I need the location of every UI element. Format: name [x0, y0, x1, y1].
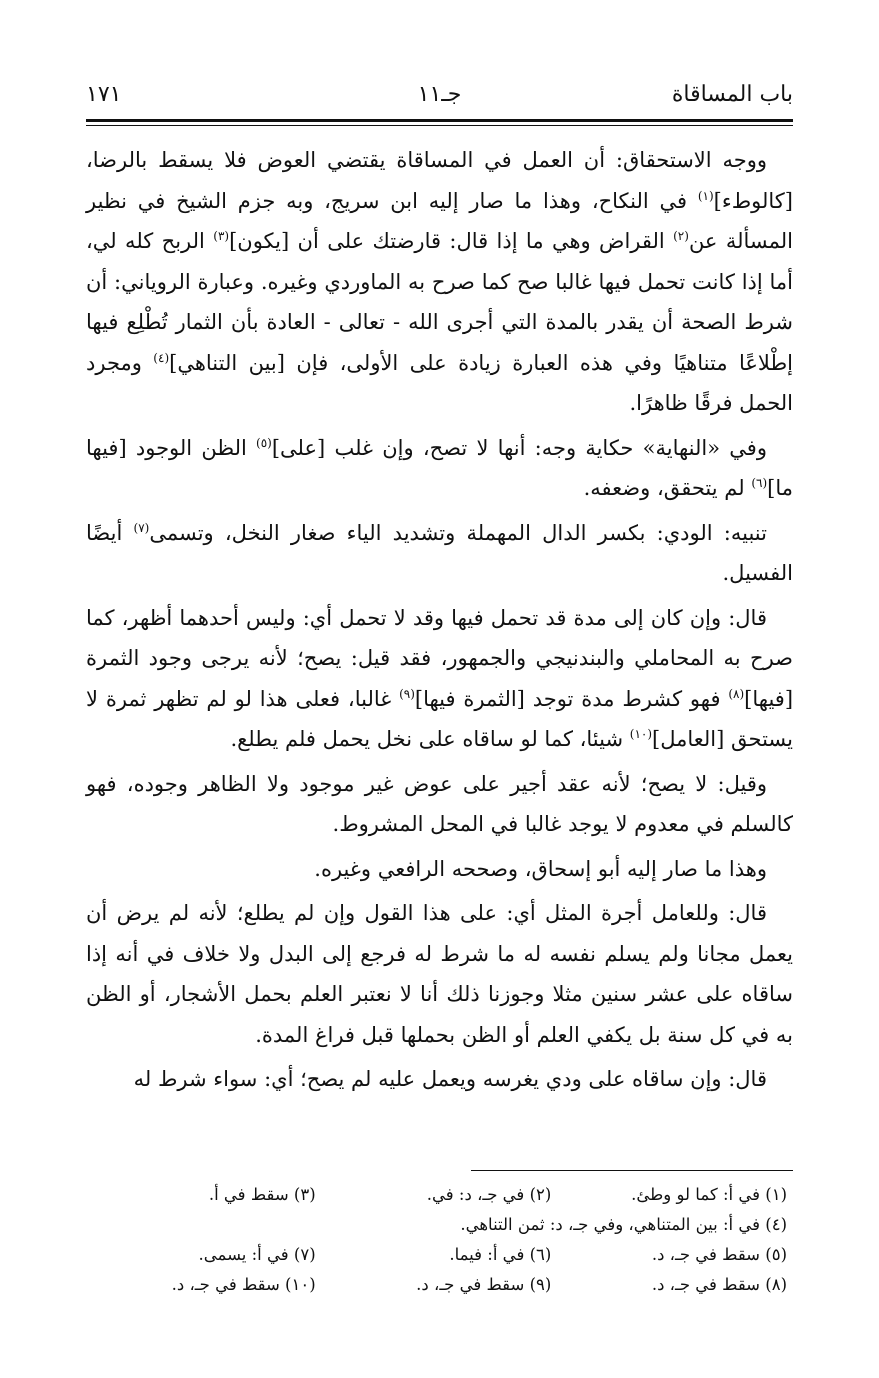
volume-label: جـ١١ [417, 82, 462, 107]
footnote-ref: (٩) [399, 686, 415, 701]
footnote-ref: (١) [697, 188, 714, 203]
footnote: (٢) في جـ، د: في. [426, 1185, 552, 1204]
text-segment: وفي «النهاية» حكاية وجه: أنها لا تصح، وإن غلب [على] [271, 435, 767, 460]
footnote-ref: (٨) [728, 686, 745, 701]
footnote: (٣) سقط في أ. [208, 1185, 316, 1204]
paragraph [86, 598, 793, 760]
text-segment: شيئا، كما لو ساقاه على نخل يحمل فلم يطلع. [230, 727, 630, 751]
text-segment: قال: وإن ساقاه على ودي يغرسه ويعمل عليه لم يصح؛ أي: سواء شرط له [133, 1067, 767, 1091]
footnote-ref: (٥) [256, 435, 272, 450]
text-segment: القراض وهي ما إذا قال: قارضتك على أن [يكون] [229, 229, 674, 253]
page-header [86, 82, 793, 118]
footnote: (٥) سقط في جـ، د. [651, 1245, 787, 1264]
header-rule-thin [86, 125, 793, 126]
paragraph [86, 764, 793, 845]
paragraph [86, 893, 793, 1055]
text-segment: الربح كله لي، أما إذا كانت تحمل فيها غالبا صح كما صرح به الماوردي وغيره. وعبارة الروياني: أن شرط الصحة أن يقدر بالمدة التي أجرى الله - تعالى - العادة بأن الثمار تُطْلِع فيها إطْلاعًا متناهيًا وفي هذه العبارة زيادة على الأولى، فإن [بين التناهي] [86, 229, 793, 375]
text-segment: لم يتحقق، وضعفه. [583, 476, 752, 500]
text-segment: ومجرد الحمل فرقًا ظاهرًا. [86, 350, 793, 415]
paragraph [86, 140, 793, 424]
text-segment: قال: وإن كان إلى مدة قد تحمل فيها وقد لا تحمل أي: وليس أحدهما أظهر، كما صرح به المحاملي والبندنيجي والجمهور، فقد قيل: يصح؛ لأنه يرجى وجود الثمرة [فيها] [86, 605, 794, 711]
chapter-title: باب المساقاة [671, 82, 793, 107]
footnote-row [86, 1270, 793, 1300]
footnote: (٦) في أ: فيما. [449, 1245, 552, 1264]
text-segment: وهذا ما صار إليه أبو إسحاق، وصححه الرافعي وغيره. [314, 856, 767, 881]
paragraph [86, 428, 793, 509]
footnote: (٧) في أ: يسمى. [198, 1245, 316, 1264]
footnote-separator [471, 1170, 793, 1171]
text-segment: غالبا، فعلى هذا لو لم تظهر ثمرة لا يستحق [العامل] [86, 686, 793, 751]
text-segment: الظن الوجود [فيها ما] [86, 435, 793, 500]
text-segment: ووجه الاستحقاق: أن العمل في المساقاة يقتضي العوض فلا يسقط بالرضا، [كالوطء] [86, 148, 793, 213]
footnote-ref: (٤) [153, 350, 170, 365]
paragraph [86, 1059, 793, 1100]
text-segment: قال: وللعامل أجرة المثل أي: على هذا القول وإن لم يطلع؛ لأنه لم يرض أن يعمل مجانا ولم يسلم نفسه له ما شرط له فرجع إلى البدل ولا خلاف في أنه إذا ساقاه على عشر سنين مثلا وجوزنا ذلك أنا لا نعتبر العلم بحمل الأشجار، أو الظن به في كل سنة بل يكفي العلم أو الظن بحملها قبل فراغ المدة. [86, 901, 793, 1047]
main-text [86, 140, 793, 1100]
footnote: (٨) سقط في جـ، د. [651, 1275, 787, 1294]
text-segment: في النكاح، وهذا ما صار إليه ابن سريج، وبه جزم الشيخ في نظير المسألة عن [86, 188, 793, 253]
footnote-row [86, 1240, 793, 1270]
footnote: (١٠) سقط في جـ، د. [171, 1275, 316, 1294]
header-rule-thick [86, 119, 793, 122]
paragraph [86, 513, 793, 594]
footnote-row [86, 1180, 793, 1210]
footnote-row [86, 1210, 793, 1240]
text-segment: فهو كشرط مدة توجد [الثمرة فيها] [414, 686, 729, 711]
footnote-ref: (٢) [673, 229, 689, 243]
text-segment: وقيل: لا يصح؛ لأنه عقد أجير على عوض غير موجود ولا الظاهر وجوده، فهو كالسلم في معدوم لا يوجد غالبا في المحل المشروط. [86, 771, 793, 836]
footnote-ref: (٦) [751, 476, 768, 490]
footnote-ref: (١٠) [629, 727, 653, 741]
footnote-ref: (٣) [213, 229, 230, 243]
footnotes [86, 1180, 793, 1300]
text-segment: أيضًا الفسيل. [86, 520, 793, 585]
paragraph [86, 849, 793, 890]
footnote: (٩) سقط في جـ، د. [416, 1275, 552, 1294]
footnote-ref: (٧) [133, 520, 150, 535]
text-segment: تنبيه: الودي: بكسر الدال المهملة وتشديد الياء صغار النخل، وتسمى [149, 520, 767, 545]
footnote: (١) في أ: كما لو وطئ. [631, 1185, 787, 1204]
footnote: (٤) في أ: بين المتناهي، وفي جـ، د: ثمن التناهي. [460, 1215, 787, 1234]
page-number: ١٧١ [86, 82, 122, 107]
